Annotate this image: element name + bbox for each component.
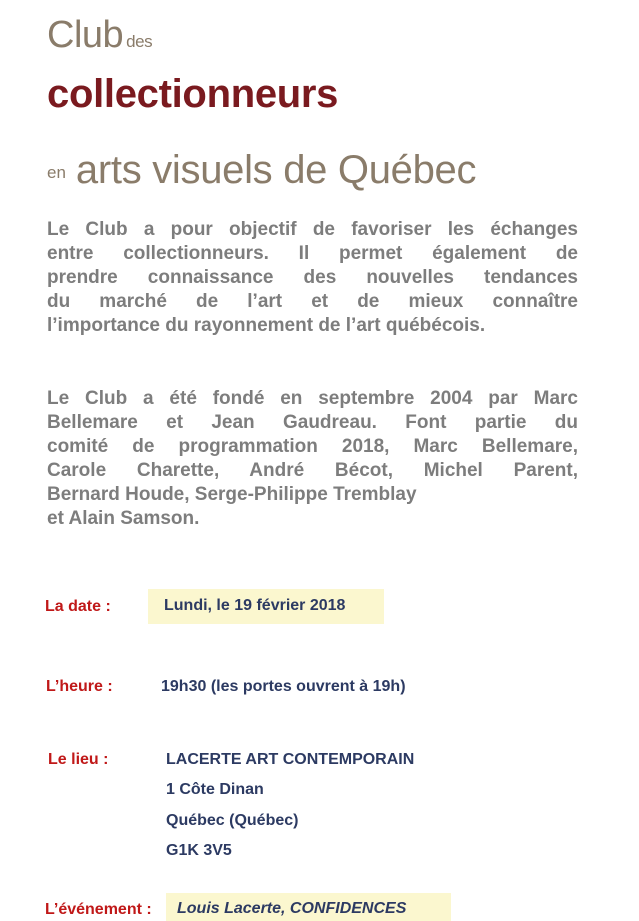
place-line-street: 1 Côte Dinan: [166, 781, 264, 798]
paragraph-objective: [47, 218, 578, 338]
place-label: Le lieu :: [48, 751, 109, 768]
date-label: La date :: [45, 598, 111, 615]
paragraph-line: Le Club a pour objectif de favoriser les échanges: [47, 219, 578, 240]
paragraph-foundation: [47, 387, 578, 531]
place-line-postal: G1K 3V5: [166, 842, 232, 859]
paragraph-line: entre collectionneurs. Il permet également de: [47, 243, 578, 264]
place-line-city: Québec (Québec): [166, 812, 299, 829]
paragraph-line: du marché de l’art et de mieux connaître: [47, 291, 578, 312]
paragraph-line: Bellemare et Jean Gaudreau. Font partie du: [47, 412, 578, 433]
event-highlight: [166, 893, 451, 921]
paragraph-line: prendre connaissance des nouvelles tendances: [47, 267, 578, 288]
paragraph-line: l’importance du rayonnement de l’art québécois.: [47, 315, 486, 336]
title-club: [47, 14, 152, 57]
time-label: L’heure :: [46, 678, 113, 695]
title-collectionneurs: collectionneurs: [47, 72, 339, 116]
time-value: 19h30 (les portes ouvrent à 19h): [161, 678, 406, 695]
paragraph-line: comité de programmation 2018, Marc Bellemare,: [47, 436, 578, 457]
event-value: Louis Lacerte, CONFIDENCES: [177, 900, 407, 917]
paragraph-line: Bernard Houde, Serge-Philippe Tremblay: [47, 484, 417, 505]
title-en-word: en: [47, 163, 66, 182]
date-highlight: [148, 589, 384, 624]
title-arts-words: arts visuels de Québec: [75, 148, 477, 192]
title-club-word: Club: [47, 14, 124, 56]
place-line-name: LACERTE ART CONTEMPORAIN: [166, 751, 415, 768]
paragraph-line: Le Club a été fondé en septembre 2004 par Marc: [47, 388, 578, 409]
event-label: L’événement :: [45, 901, 152, 918]
paragraph-line: et Alain Samson.: [47, 508, 200, 529]
paragraph-line: Carole Charette, André Bécot, Michel Parent,: [47, 460, 578, 481]
title-des-word: des: [126, 32, 153, 51]
date-value: Lundi, le 19 février 2018: [164, 597, 346, 614]
title-arts-visuels: [47, 148, 476, 193]
